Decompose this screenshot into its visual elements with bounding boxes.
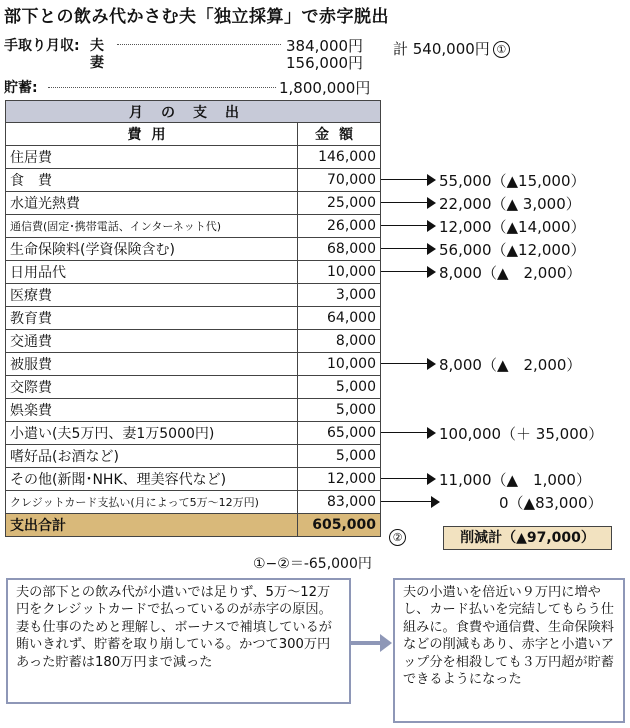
wife-amount: 156,000円 [286, 54, 364, 72]
expense-item: 生命保険料(学資保険含む) [6, 238, 298, 261]
note-arrow [351, 641, 381, 645]
change-row [381, 237, 630, 260]
expense-item: 住居費 [6, 146, 298, 169]
table-row [6, 261, 381, 284]
arrow-head [431, 496, 440, 508]
change-row [381, 260, 630, 283]
change-row [381, 168, 630, 191]
revised-amount: 0（▲83,000） [499, 494, 603, 512]
expense-item: 日用品代 [6, 261, 298, 284]
arrow-line [381, 478, 427, 479]
reduction-total: 削減計（▲97,000） [443, 526, 612, 550]
arrow-head [427, 220, 436, 232]
expense-amount: 26,000 [298, 215, 381, 238]
expense-amount: 64,000 [298, 307, 381, 330]
expense-amount: 83,000 [298, 491, 381, 514]
expense-amount: 68,000 [298, 238, 381, 261]
expense-item: 被服費 [6, 353, 298, 376]
table-row [6, 284, 381, 307]
table-row [6, 353, 381, 376]
mark-2-wrap [386, 527, 406, 546]
expense-amount: 146,000 [298, 146, 381, 169]
expense-item: 娯楽費 [6, 399, 298, 422]
table-row [6, 238, 381, 261]
table-row [6, 330, 381, 353]
expense-item: 医療費 [6, 284, 298, 307]
table-row [6, 146, 381, 169]
change-row [381, 421, 630, 444]
expense-item: 交際費 [6, 376, 298, 399]
arrow-head [427, 243, 436, 255]
expense-item: 小遣い(夫5万円、妻1万5000円) [6, 422, 298, 445]
revised-amount: 56,000（▲12,000） [439, 241, 586, 259]
change-row [381, 352, 630, 375]
expense-item: その他(新聞･NHK、理美容代など) [6, 468, 298, 491]
change-row [381, 490, 630, 513]
revised-amount: 8,000（▲ 2,000） [439, 356, 582, 374]
expense-amount: 3,000 [298, 284, 381, 307]
income-total-text: 計 540,000円 [393, 40, 490, 58]
table-row [6, 192, 381, 215]
expense-item: 交通費 [6, 330, 298, 353]
arrow-head [427, 358, 436, 370]
husband-amount: 384,000円 [286, 37, 364, 55]
table-row [6, 169, 381, 192]
table-row [6, 399, 381, 422]
expense-amount: 25,000 [298, 192, 381, 215]
revised-amount: 12,000（▲14,000） [439, 218, 586, 236]
expense-amount: 5,000 [298, 399, 381, 422]
revised-amount: 55,000（▲15,000） [439, 172, 586, 190]
total-amount: 605,000 [298, 514, 381, 537]
arrow-head [427, 266, 436, 278]
revised-amount: 22,000（▲ 3,000） [439, 195, 581, 213]
table-row [6, 215, 381, 238]
arrow-line [381, 225, 427, 226]
table-row [6, 376, 381, 399]
expense-amount: 10,000 [298, 353, 381, 376]
note-solution: 夫の小遣いを倍近い９万円に増やし、カード払いを完結してもらう仕組みに。食費や通信費、生命保険料などの削減もあり、赤字と小遣いアップ分を相殺しても３万円超が貯蓄できるようになった [393, 578, 625, 723]
expense-amount: 65,000 [298, 422, 381, 445]
table-row [6, 468, 381, 491]
calculation: ①−②＝-65,000円 [253, 556, 372, 572]
expense-item: クレジットカード支払い(月によって5万〜12万円) [6, 491, 298, 514]
expense-amount: 8,000 [298, 330, 381, 353]
arrow-head [427, 197, 436, 209]
arrow-line [381, 432, 427, 433]
leader-dots [48, 87, 276, 88]
savings-amount: 1,800,000円 [279, 79, 371, 97]
column-item: 費用 [6, 123, 298, 146]
arrow-line [381, 248, 427, 249]
note-problem: 夫の部下との飲み代が小遣いでは足りず、5万〜12万円をクレジットカードで払っているのが赤字の原因。妻も仕事のためと理解し、ボーナスで補填しているが賄いきれず、貯蓄を取り崩している。かつて300万円あった貯蓄は180万円まで減った [6, 578, 351, 704]
total-label: 支出合計 [6, 514, 298, 537]
arrow-line [381, 179, 427, 180]
leader-dots [117, 44, 281, 45]
table-row [6, 491, 381, 514]
wife-label: 妻 [90, 55, 104, 71]
revised-amount: 11,000（▲ 1,000） [439, 471, 591, 489]
change-row [381, 467, 630, 490]
note-arrow-head [380, 634, 392, 652]
husband-label: 夫 [90, 38, 104, 54]
arrow-head [427, 174, 436, 186]
expense-item: 食 費 [6, 169, 298, 192]
expense-item: 嗜好品(お酒など) [6, 445, 298, 468]
change-row [381, 214, 630, 237]
expense-amount: 5,000 [298, 376, 381, 399]
change-row [381, 191, 630, 214]
table-row [6, 422, 381, 445]
arrow-line [381, 271, 427, 272]
column-amount: 金額 [298, 123, 381, 146]
expense-amount: 10,000 [298, 261, 381, 284]
mark-1: ① [493, 41, 510, 58]
expense-amount: 70,000 [298, 169, 381, 192]
table-row [6, 445, 381, 468]
arrow-line [381, 202, 427, 203]
page-title: 部下との飲み代かさむ夫「独立採算」で赤字脱出 [4, 7, 389, 27]
income-total [393, 38, 510, 59]
revised-amount: 8,000（▲ 2,000） [439, 264, 582, 282]
expense-item: 通信費(固定･携帯電話、インターネット代) [6, 215, 298, 238]
arrow-head [427, 473, 436, 485]
arrow-head [427, 427, 436, 439]
savings-label: 貯蓄: [4, 80, 38, 96]
table-row [6, 307, 381, 330]
table-header: 月の支出 [6, 101, 381, 123]
expense-amount: 12,000 [298, 468, 381, 491]
arrow-line [381, 363, 427, 364]
expense-item: 教育費 [6, 307, 298, 330]
expense-amount: 5,000 [298, 445, 381, 468]
expense-table [5, 100, 381, 537]
income-label: 手取り月収: [4, 38, 80, 54]
revised-amount: 100,000（＋ 35,000） [439, 425, 604, 443]
expense-item: 水道光熱費 [6, 192, 298, 215]
arrow-line [381, 501, 431, 502]
mark-2: ② [389, 529, 406, 546]
